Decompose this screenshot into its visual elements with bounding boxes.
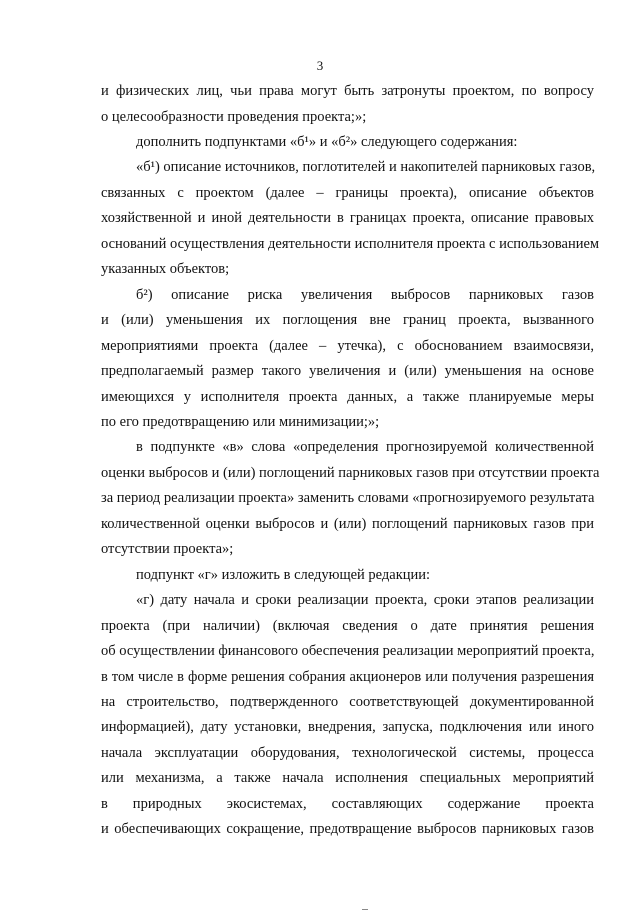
text-line: оснований осуществления деятельности исполнителя проекта с использованием: [101, 236, 600, 252]
text-line: предполагаемый размер такого увеличения и (или) уменьшения на основе: [101, 363, 594, 379]
text-line: «г) дату начала и сроки реализации проекта, сроки этапов реализации: [136, 592, 594, 608]
text-line: по его предотвращению или минимизации;»;: [101, 414, 380, 430]
text-line: дополнить подпунктами «б¹» и «б²» следующего содержания:: [136, 134, 518, 150]
text-line: проекта (при наличии) (включая сведения о дате принятия решения: [101, 618, 594, 634]
text-line: указанных объектов;: [101, 261, 230, 277]
text-line: в подпункте «в» слова «определения прогнозируемой количественной: [136, 439, 594, 455]
text-line: об осуществлении финансового обеспечения реализации мероприятий проекта,: [101, 643, 595, 659]
text-line: и физических лиц, чьи права могут быть затронуты проектом, по вопросу: [101, 83, 594, 99]
text-line: оценки выбросов и (или) поглощений парниковых газов при отсутствии проекта: [101, 465, 600, 481]
text-line: количественной оценки выбросов и (или) поглощений парниковых газов при: [101, 516, 594, 532]
text-line: имеющихся у исполнителя проекта данных, а также планируемые меры: [101, 389, 594, 405]
text-line: и обеспечивающих сокращение, предотвращение выбросов парниковых газов: [101, 821, 594, 837]
text-line: на строительство, подтвержденного соответствующей документированной: [101, 694, 594, 710]
text-line: и (или) уменьшения их поглощения вне границ проекта, вызванного: [101, 312, 594, 328]
text-line: отсутствии проекта»;: [101, 541, 234, 557]
text-line: начала эксплуатации оборудования, технологической системы, процесса: [101, 745, 594, 761]
text-line: хозяйственной и иной деятельности в границах проекта, описание правовых: [101, 210, 594, 226]
page-number: 3: [316, 58, 324, 73]
text-line: мероприятиями проекта (далее – утечка), с обоснованием взаимосвязи,: [101, 338, 594, 354]
text-line: подпункт «г» изложить в следующей редакции:: [136, 567, 431, 583]
text-line: в том числе в форме решения собрания акционеров или получения разрешения: [101, 669, 594, 685]
text-line: «б¹) описание источников, поглотителей и накопителей парниковых газов,: [136, 159, 596, 175]
text-line: б²) описание риска увеличения выбросов парниковых газов: [136, 287, 594, 303]
text-line: за период реализации проекта» заменить словами «прогнозируемого результата: [101, 490, 595, 506]
scan-mark: [362, 909, 368, 910]
text-line: информацией), дату установки, внедрения, запуска, подключения или иного: [101, 719, 594, 735]
text-line: в природных экосистемах, составляющих содержание проекта: [101, 796, 594, 812]
text-line: связанных с проектом (далее – границы проекта), описание объектов: [101, 185, 594, 201]
text-line: или механизма, а также начала исполнения специальных мероприятий: [101, 770, 594, 786]
text-line: о целесообразности проведения проекта;»;: [101, 109, 367, 125]
